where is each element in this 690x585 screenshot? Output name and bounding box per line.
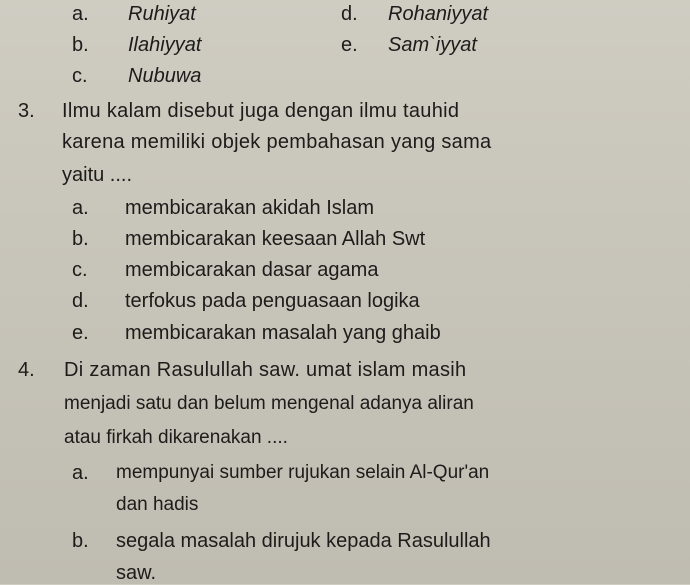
option-text: membicarakan masalah yang ghaib <box>125 322 441 344</box>
option-text: Nubuwa <box>128 65 202 87</box>
question-stem-line: yaitu .... <box>62 164 133 186</box>
option-text: membicarakan akidah Islam <box>125 197 374 219</box>
option-letter: a. <box>72 3 89 25</box>
option-text: Ilahiyyat <box>128 34 202 56</box>
option-letter: a. <box>72 462 89 484</box>
option-letter: b. <box>72 530 89 552</box>
option-letter: d. <box>341 3 358 25</box>
option-letter: e. <box>341 34 358 56</box>
question-number: 3. <box>18 100 35 122</box>
question-stem-line: Ilmu kalam disebut juga dengan ilmu tauhid <box>62 100 460 122</box>
question-number: 4. <box>18 359 35 381</box>
option-text: Ruhiyat <box>128 3 196 25</box>
option-letter: d. <box>72 290 89 312</box>
option-text: saw. <box>116 562 157 584</box>
option-text: mempunyai sumber rujukan selain Al-Qur'an <box>116 462 490 483</box>
option-letter: b. <box>72 34 89 56</box>
option-text: terfokus pada penguasaan logika <box>125 290 420 312</box>
option-letter: e. <box>72 322 89 344</box>
question-stem-line: Di zaman Rasulullah saw. umat islam masih <box>64 359 467 381</box>
option-letter: b. <box>72 228 89 250</box>
option-text: membicarakan keesaan Allah Swt <box>125 228 426 250</box>
question-stem-line: menjadi satu dan belum mengenal adanya aliran <box>64 393 474 414</box>
option-letter: c. <box>72 65 88 87</box>
option-letter: a. <box>72 197 89 219</box>
option-text: Sam`iyyat <box>388 34 477 56</box>
option-text: membicarakan dasar agama <box>125 259 379 281</box>
option-text: segala masalah dirujuk kepada Rasulullah <box>116 530 491 552</box>
option-text: dan hadis <box>116 494 199 515</box>
question-stem-line: atau firkah dikarenakan .... <box>64 427 288 448</box>
option-letter: c. <box>72 259 88 281</box>
option-text: Rohaniyyat <box>388 3 489 25</box>
question-stem-line: karena memiliki objek pembahasan yang sama <box>62 131 492 153</box>
